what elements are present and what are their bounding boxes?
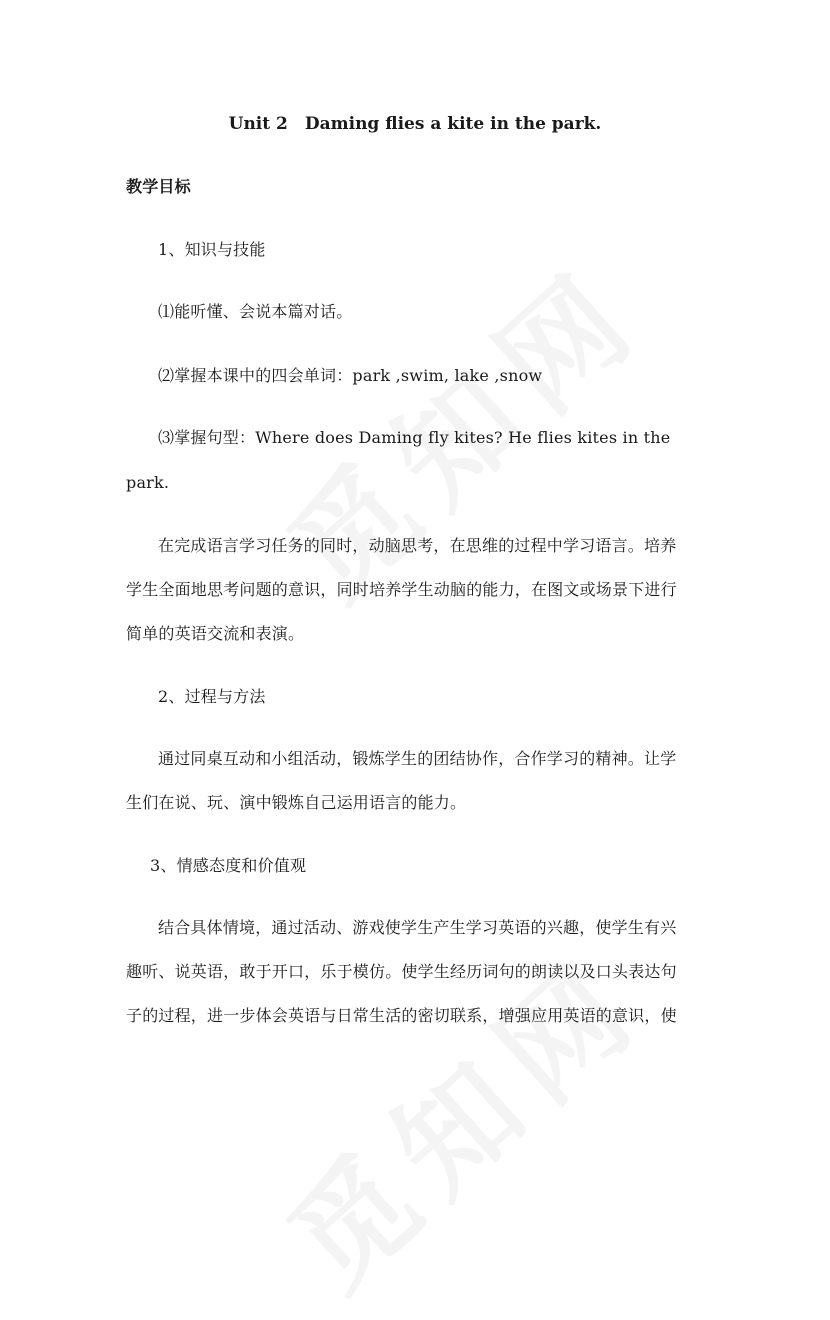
paragraph-line: 通过同桌互动和小组活动，锻炼学生的团结协作，合作学习的精神。让学	[158, 749, 677, 768]
list-item-continuation: park.	[126, 473, 170, 492]
watermark-top	[246, 222, 673, 631]
paragraph-line: 趣听、说英语，敢于开口，乐于模仿。使学生经历词句的朗读以及口头表达句	[126, 962, 677, 981]
paragraph-line: 结合具体情境，通过活动、游戏使学生产生学习英语的兴趣，使学生有兴	[158, 918, 677, 937]
list-item: ⑶掌握句型：Where does Daming fly kites? He flies kites in the	[158, 428, 671, 447]
paragraph-line: 在完成语言学习任务的同时，动脑思考，在思维的过程中学习语言。培养	[158, 536, 677, 555]
subsection-attitudes-values: 3、情感态度和价值观	[150, 856, 307, 875]
subsection-knowledge-skills: 1、知识与技能	[158, 240, 266, 259]
paragraph-line: 子的过程，进一步体会英语与日常生活的密切联系，增强应用英语的意识，使	[126, 1006, 677, 1025]
paragraph-line: 简单的英语交流和表演。	[126, 624, 305, 643]
paragraph-line: 生们在说、玩、演中锻炼自己运用语言的能力。	[126, 793, 467, 812]
subsection-process-methods: 2、过程与方法	[158, 687, 266, 706]
list-item: ⑴能听懂、会说本篇对话。	[158, 302, 353, 321]
section-heading: 教学目标	[126, 177, 191, 196]
document-title: Unit 2 Daming flies a kite in the park.	[228, 114, 602, 134]
paragraph-line: 学生全面地思考问题的意识，同时培养学生动脑的能力，在图文或场景下进行	[126, 580, 677, 599]
list-item: ⑵掌握本课中的四会单词：park ,swim, lake ,snow	[158, 366, 543, 385]
